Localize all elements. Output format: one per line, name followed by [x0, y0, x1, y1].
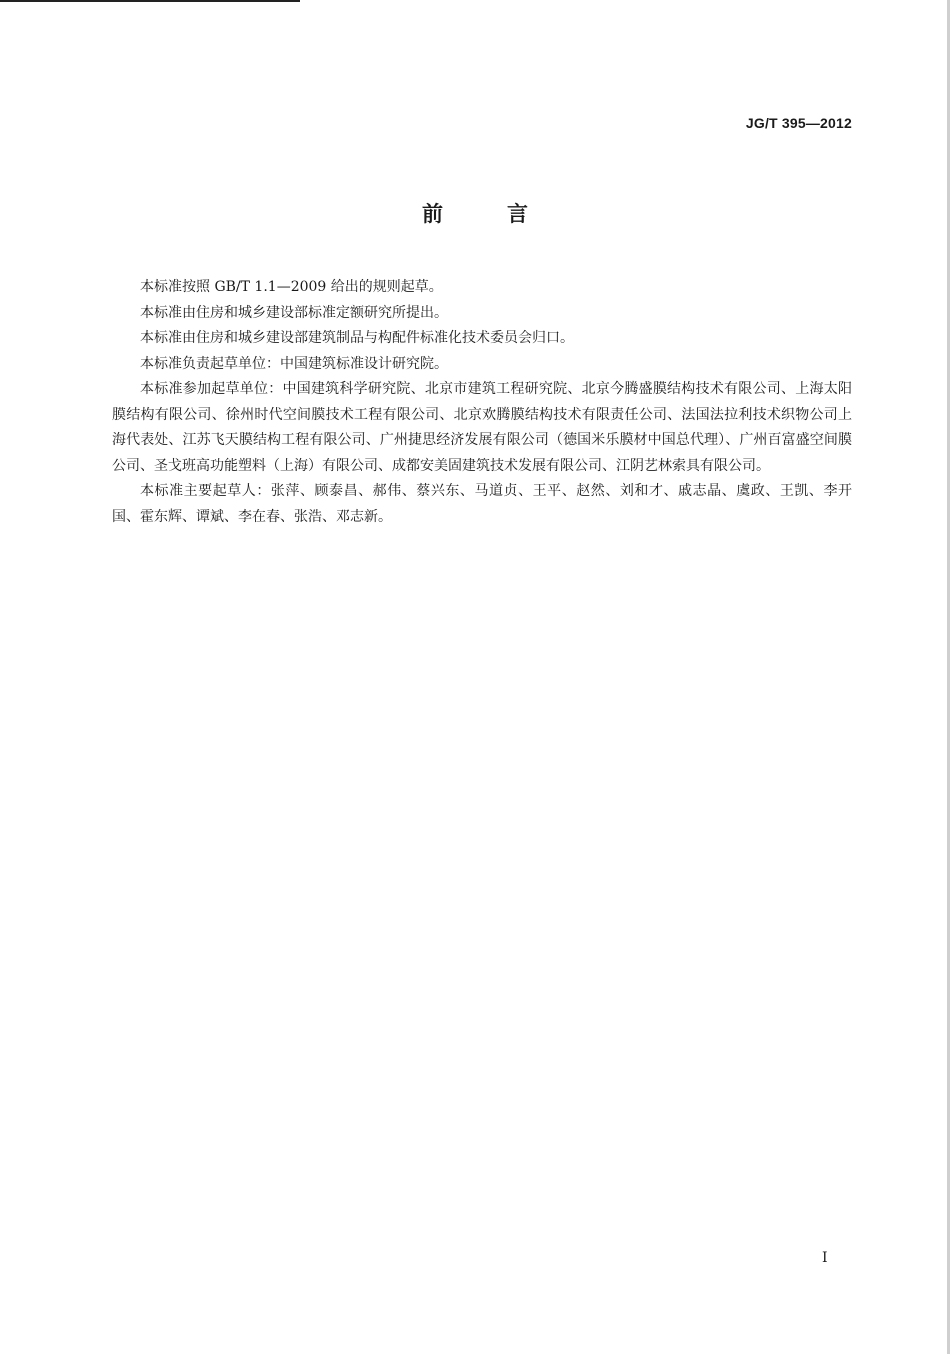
- paragraph-lead-drafter: 本标准负责起草单位：中国建筑标准设计研究院。: [140, 355, 448, 372]
- page-title: 前言: [422, 202, 592, 226]
- paragraph-participating-units: 本标准参加起草单位：中国建筑科学研究院、北京市建筑工程研究院、北京今腾盛膜结构技术有限公司、上海太阳膜结构有限公司、徐州时代空间膜技术工程有限公司、北京欢腾膜结构技术有限责任公司、法国法拉利技术织物公司上海代表处、江苏飞天膜结构工程有限公司、广州捷思经济发展有限公司（德国米乐膜材中国总代理）、广州百富盛空间膜公司、圣戈班高功能塑料（上海）有限公司、成都安美固建筑技术发展有限公司、江阴艺林索具有限公司。: [112, 381, 852, 474]
- foreword-body: [112, 275, 852, 530]
- page-number: I: [822, 1250, 828, 1266]
- paragraph-proposer: 本标准由住房和城乡建设部标准定额研究所提出。: [140, 304, 448, 321]
- scan-edge-top: [0, 0, 300, 2]
- paragraph-drafting-rules: 本标准按照 GB/T 1.1—2009 给出的规则起草。: [140, 279, 443, 295]
- paragraph-main-drafters: 本标准主要起草人：张萍、顾泰昌、郝伟、蔡兴东、马道贞、王平、赵然、刘和才、戚志晶、虞政、王凯、李开国、霍东辉、谭斌、李在春、张浩、邓志新。: [112, 483, 852, 525]
- paragraph-administrator: 本标准由住房和城乡建设部建筑制品与构配件标准化技术委员会归口。: [140, 330, 574, 346]
- standard-code: JG/T 395—2012: [745, 115, 852, 131]
